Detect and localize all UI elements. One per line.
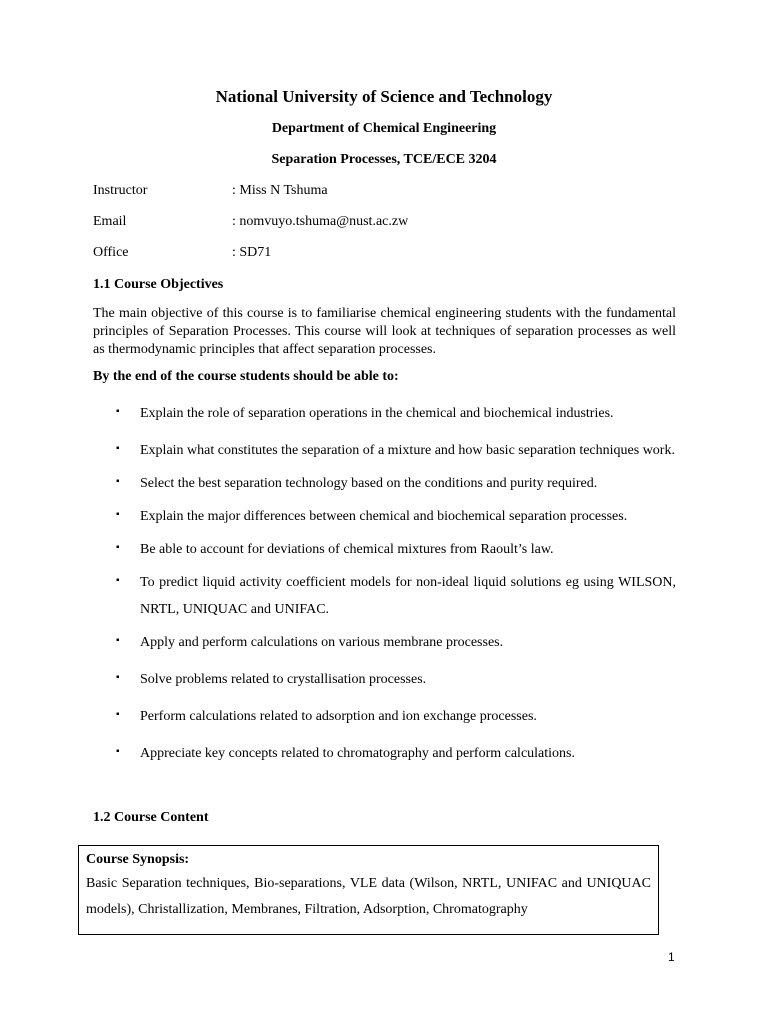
- list-item-text: To predict liquid activity coefficient models for non-ideal liquid solutions eg using WILSON, NRTL, UNIQUAC and UNIFAC.: [140, 575, 676, 617]
- bullet-icon: ▪: [116, 635, 120, 646]
- list-item-text: Apply and perform calculations on various membrane processes.: [140, 635, 504, 650]
- info-label: Office: [93, 245, 129, 260]
- list-item: [113, 666, 676, 693]
- objectives-paragraph: The main objective of this course is to familiarise chemical engineering students with the fundamental principles of Separation Processes. This course will look at techniques of separation processes as well as thermodynamic principles that affect separation processes.: [93, 306, 676, 357]
- bullet-icon: ▪: [116, 542, 120, 553]
- info-value: : Miss N Tshuma: [232, 183, 328, 198]
- bullet-icon: ▪: [116, 575, 120, 586]
- bullet-icon: ▪: [116, 443, 120, 454]
- objectives-lead: By the end of the course students should be able to:: [93, 369, 399, 384]
- list-item-text: Perform calculations related to adsorption and ion exchange processes.: [140, 709, 537, 724]
- page-number: 1: [668, 950, 675, 964]
- bullet-icon: ▪: [116, 709, 120, 720]
- section-heading-content: 1.2 Course Content: [93, 810, 209, 825]
- list-item: [113, 470, 676, 497]
- bullet-icon: ▪: [116, 509, 120, 520]
- info-row-instructor: [93, 183, 693, 203]
- list-item-text: Select the best separation technology based on the conditions and purity required.: [140, 476, 598, 491]
- section-heading-objectives: 1.1 Course Objectives: [93, 277, 224, 292]
- list-item-text: Explain the role of separation operations in the chemical and biochemical industries.: [140, 406, 614, 421]
- list-item-text: Explain what constitutes the separation of a mixture and how basic separation techniques work.: [140, 443, 675, 458]
- objectives-list: [113, 400, 676, 777]
- info-row-office: [93, 245, 693, 265]
- list-item: [113, 703, 676, 730]
- department-title: Department of Chemical Engineering: [271, 121, 497, 136]
- bullet-icon: ▪: [116, 672, 120, 683]
- list-item-text: Solve problems related to crystallisation processes.: [140, 672, 427, 687]
- bullet-icon: ▪: [116, 406, 120, 417]
- list-item-text: Appreciate key concepts related to chromatography and perform calculations.: [140, 746, 575, 761]
- list-item: [113, 629, 676, 656]
- university-title: National University of Science and Technology: [215, 87, 553, 106]
- course-title: Separation Processes, TCE/ECE 3204: [271, 152, 497, 167]
- synopsis-title: Course Synopsis:: [86, 852, 190, 867]
- synopsis-text: Basic Separation techniques, Bio-separations, VLE data (Wilson, NRTL, UNIFAC and UNIQUAC models), Christallization, Membranes, Filtration, Adsorption, Chromatography: [86, 876, 651, 917]
- info-label: Email: [93, 214, 127, 229]
- info-row-email: [93, 214, 693, 234]
- list-item: [113, 536, 676, 563]
- info-value: : SD71: [232, 245, 272, 260]
- list-item: [113, 503, 676, 530]
- info-value: : nomvuyo.tshuma@nust.ac.zw: [232, 214, 409, 229]
- list-item: [113, 569, 676, 623]
- list-item: [113, 400, 676, 427]
- list-item-text: Be able to account for deviations of chemical mixtures from Raoult’s law.: [140, 542, 554, 557]
- info-label: Instructor: [93, 183, 148, 198]
- list-item: [113, 437, 676, 464]
- course-synopsis-box: [78, 845, 659, 935]
- list-item: [113, 740, 676, 767]
- bullet-icon: ▪: [116, 746, 120, 757]
- list-item-text: Explain the major differences between chemical and biochemical separation processes.: [140, 509, 628, 524]
- bullet-icon: ▪: [116, 476, 120, 487]
